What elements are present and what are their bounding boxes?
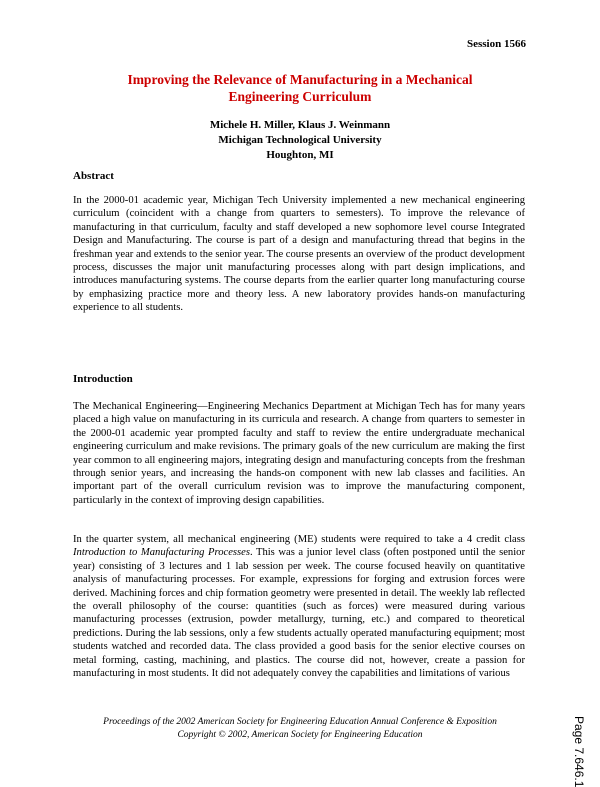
paragraph-2-text-a: In the quarter system, all mechanical engineering (ME) students were required to take a 4 credit class <box>73 534 525 545</box>
title-line-1: Improving the Relevance of Manufacturing in a Mechanical <box>127 72 473 87</box>
location: Houghton, MI <box>266 149 334 161</box>
introduction-heading: Introduction <box>73 373 133 385</box>
introduction-paragraph-1: The Mechanical Engineering—Engineering Mechanics Department at Michigan Tech has for many years placed a high value on manufacturing in its curricula and research. A change from quarters to semester in the 2000-01 academic year prompted faculty and staff to review the entire undergraduate mechanical engineering curriculum and make revisions. The primary goals of the new curriculum are making the first year common to all engineering majors, integrating design and manufacturing concepts from the freshman through senior years, and increasing the hands-on component with new lab classes and facilities. An important part of the overall curriculum revision was to improve the manufacturing component, particularly in the context of improving design capabilities. <box>73 401 525 506</box>
course-title: Introduction to Manufacturing Processes <box>73 547 250 559</box>
introduction-paragraph-2 <box>73 533 525 680</box>
abstract-heading: Abstract <box>73 170 114 182</box>
page-number-side-label: Page 7.646.1 <box>572 716 586 787</box>
session-number: Session 1566 <box>467 38 526 50</box>
footer-copyright: Copyright © 2002, American Society for Engineering Education <box>177 730 423 740</box>
authors: Michele H. Miller, Klaus J. Weinmann <box>209 119 391 131</box>
footer-proceedings: Proceedings of the 2002 American Society for Engineering Education Annual Conference & Exposition <box>103 717 497 727</box>
affiliation: Michigan Technological University <box>218 134 382 146</box>
paragraph-2-text-b: . This was a junior level class (often postponed until the senior year) consisting of 3 lectures and 1 lab session per week. The course focused heavily on quantitative analysis of manufacturing processes. For example, expressions for forging and extrusion forces were derived. Machining forces and chip formation geometry were presented in detail. The weekly lab reflected the overall philosophy of the course: quantities (such as forces) were measured during various manufacturing processes (extrusion, powder metallurgy, turning, etc.) and compared to theoretical predictions. During the lab sessions, only a few students actually operated manufacturing equipment; most students watched and recorded data. The class provided a good basis for the senior elective courses on metal forming, casting, machining, and plastics. The course did not, however, create a passion for manufacturing in most students. It did not adequately convey the capabilities and limitations of various <box>73 547 525 680</box>
paper-title <box>0 71 600 105</box>
author-block <box>0 118 600 163</box>
title-line-2: Engineering Curriculum <box>228 89 372 104</box>
abstract-text: In the 2000-01 academic year, Michigan Tech University implemented a new mechanical engineering curriculum (coincident with a change from quarters to semesters). To improve the relevance of manufacturing in that curriculum, faculty and staff developed a new sophomore level course Integrated Design and Manufacturing. The course is part of a design and manufacturing thread that begins in the freshman year and extends to the senior year. The course presents an overview of the product development process, discusses the major unit manufacturing processes along with part design implications, and introduces manufacturing systems. The course departs from the earlier quarter long manufacturing course by emphasizing practice more and theory less. A new laboratory provides hands-on manufacturing experience to all students. <box>73 195 525 314</box>
page-footer <box>0 716 600 742</box>
